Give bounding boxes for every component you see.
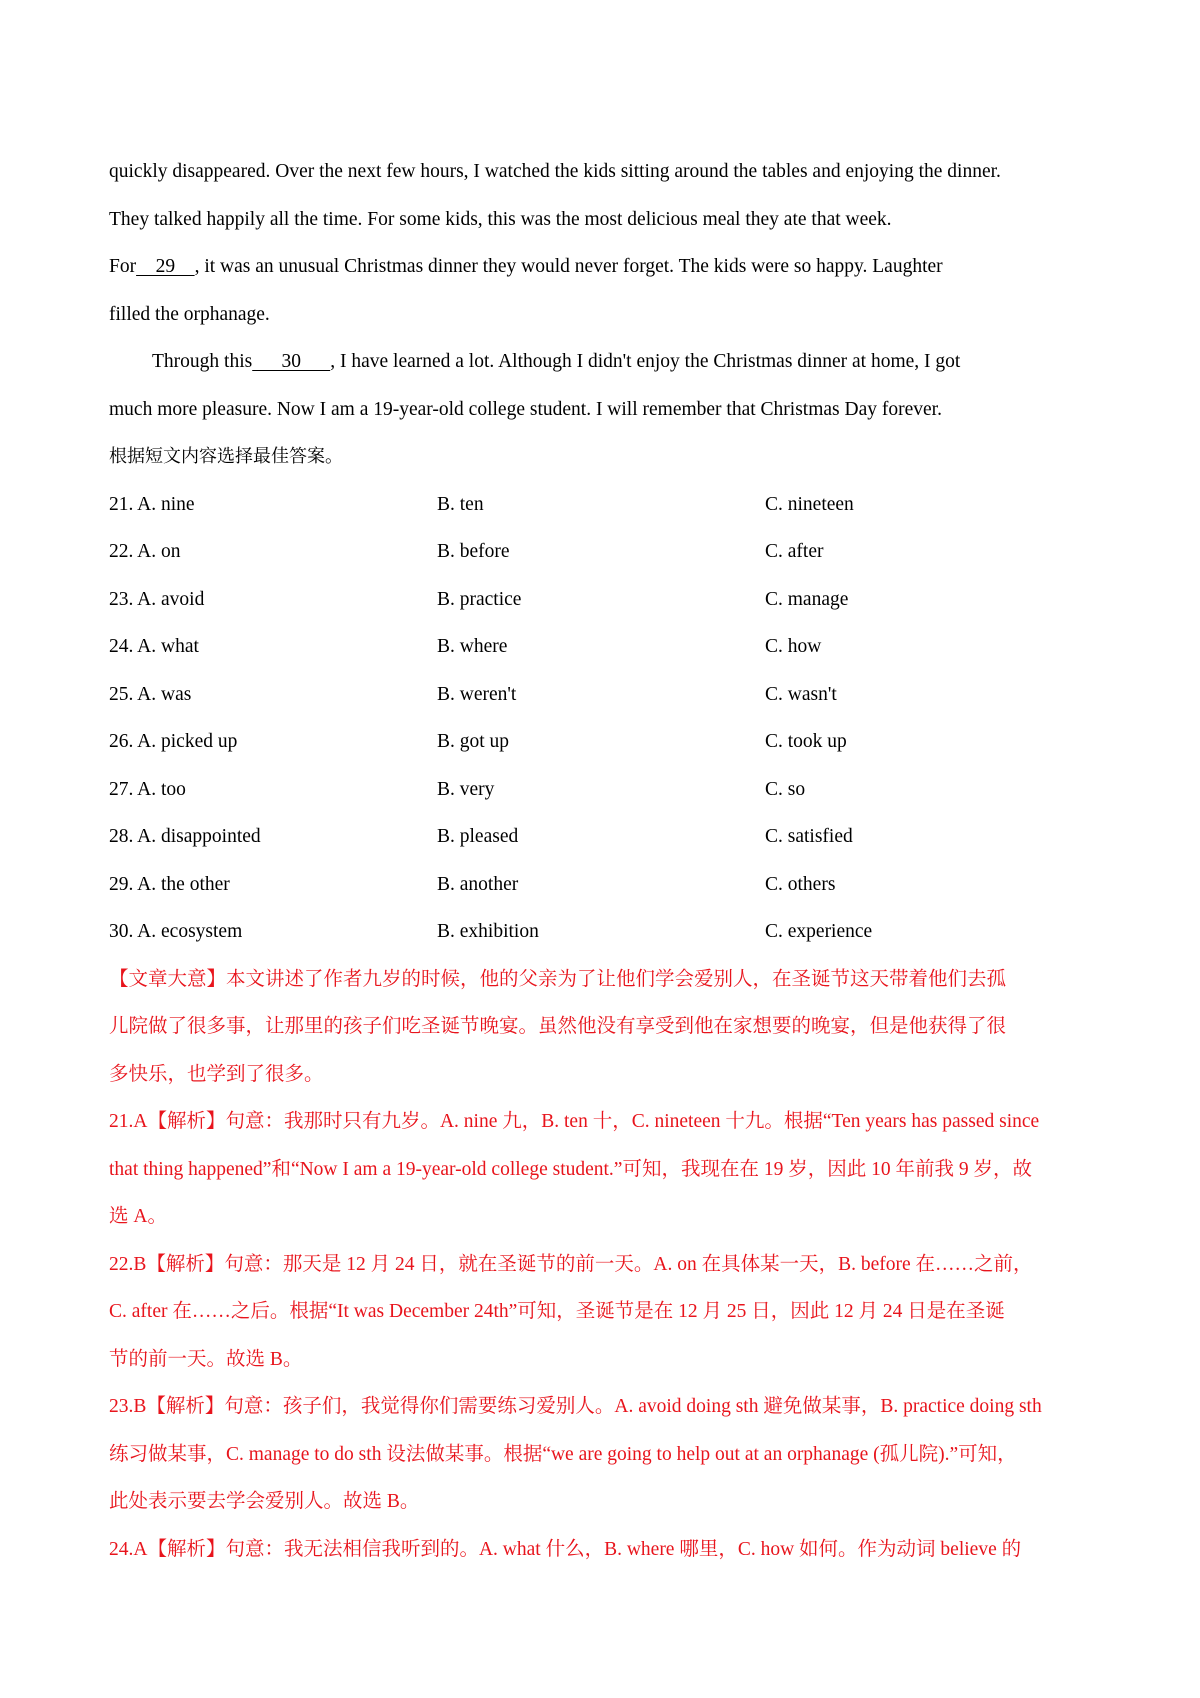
option-a: 30. A. ecosystem (109, 921, 243, 942)
option-a: 22. A. on (109, 541, 181, 562)
option-b: B. ten (437, 493, 484, 515)
question-row (109, 861, 1099, 909)
question-row (109, 718, 1099, 766)
question-list (109, 481, 1099, 956)
option-a: 28. A. disappointed (109, 826, 261, 847)
instruction: 根据短文内容选择最佳答案。 (109, 446, 343, 467)
question-row (109, 908, 1099, 956)
question-row (109, 576, 1099, 624)
option-c: C. satisfied (765, 826, 853, 847)
passage-line: filled the orphanage. (109, 303, 270, 325)
question-row (109, 481, 1099, 529)
analysis-line: 练习做某事，C. manage to do sth 设法做某事。根据“we are going to help out at an orphanage (孤儿院).”可知， (109, 1443, 1017, 1465)
option-b: B. exhibition (437, 921, 539, 942)
analysis-line: 21.A【解析】句意：我那时只有九岁。A. nine 九，B. ten 十，C. nineteen 十九。根据“Ten years has passed since (109, 1111, 1040, 1132)
passage-text: For (109, 256, 137, 277)
analysis-line: 22.B【解析】句意：那天是 12 月 24 日，就在圣诞节的前一天。A. on 在具体某一天，B. before 在……之前， (109, 1253, 1033, 1275)
option-c: C. took up (765, 731, 847, 752)
passage-text: , I have learned a lot. Although I didn't enjoy the Christmas dinner at home, I got (330, 351, 961, 372)
analysis-line: 选 A。 (109, 1206, 167, 1227)
option-b: B. weren't (437, 683, 517, 705)
option-c: C. manage (765, 588, 849, 610)
option-a: 24. A. what (109, 636, 199, 657)
option-b: B. got up (437, 731, 510, 752)
question-row (109, 623, 1099, 671)
analysis-line: 23.B【解析】句意：孩子们，我觉得你们需要练习爱别人。A. avoid doing sth 避免做某事，B. practice doing sth (109, 1396, 1042, 1417)
passage-line: much more pleasure. Now I am a 19-year-old college student. I will remember that Christmas Day forever. (109, 398, 942, 420)
option-a: 29. A. the other (109, 873, 230, 895)
option-a: 21. A. nine (109, 493, 195, 515)
analysis-line: 24.A【解析】句意：我无法相信我听到的。A. what 什么，B. where 哪里，C. how 如何。作为动词 believe 的 (109, 1538, 1022, 1560)
option-a: 26. A. picked up (109, 731, 238, 752)
passage-line-blank-30 (109, 338, 1099, 386)
option-b: B. practice (437, 588, 522, 610)
option-b: B. another (437, 873, 519, 895)
passage-line: quickly disappeared. Over the next few hours, I watched the kids sitting around the tables and enjoying the dinner. (109, 161, 1001, 182)
analysis-line: 【文章大意】本文讲述了作者九岁的时候，他的父亲为了让他们学会爱别人，在圣诞节这天带着他们去孤 (109, 968, 1007, 990)
passage-line-blank-29 (109, 243, 1099, 291)
option-c: C. after (765, 541, 824, 562)
option-b: B. very (437, 778, 495, 800)
option-c: C. how (765, 636, 822, 657)
option-c: C. wasn't (765, 683, 837, 705)
option-a: 23. A. avoid (109, 588, 205, 610)
option-a: 27. A. too (109, 778, 186, 800)
passage-text: , it was an unusual Christmas dinner they would never forget. The kids were so happy. Laughter (194, 256, 943, 277)
option-b: B. pleased (437, 826, 519, 847)
option-c: C. others (765, 873, 836, 895)
blank-30: 30 (252, 351, 331, 372)
question-row (109, 766, 1099, 814)
analysis-line: 多快乐，也学到了很多。 (109, 1063, 324, 1085)
question-row (109, 813, 1099, 861)
analysis-line: 此处表示要去学会爱别人。故选 B。 (109, 1491, 420, 1512)
analysis-line: that thing happened”和“Now I am a 19-year-old college student.”可知，我现在在 19 岁，因此 10 年前我 9 岁，故 (109, 1158, 1032, 1180)
option-b: B. before (437, 541, 510, 562)
option-c: C. nineteen (765, 493, 854, 515)
option-c: C. so (765, 778, 806, 800)
option-a: 25. A. was (109, 683, 192, 705)
question-row (109, 671, 1099, 719)
analysis-line: 儿院做了很多事，让那里的孩子们吃圣诞节晚宴。虽然他没有享受到他在家想要的晚宴，但是他获得了很 (109, 1016, 1007, 1037)
analysis-section (109, 956, 1099, 1574)
option-b: B. where (437, 636, 508, 657)
option-c: C. experience (765, 921, 873, 942)
analysis-line: C. after 在……之后。根据“It was December 24th”可知，圣诞节是在 12 月 25 日，因此 12 月 24 日是在圣诞 (109, 1301, 1005, 1322)
analysis-line: 节的前一天。故选 B。 (109, 1348, 303, 1370)
passage-text: Through this (152, 351, 253, 372)
document-page (109, 148, 1099, 1573)
question-row (109, 528, 1099, 576)
passage-line: They talked happily all the time. For some kids, this was the most delicious meal they ate that week. (109, 208, 892, 230)
blank-29: 29 (136, 256, 195, 277)
